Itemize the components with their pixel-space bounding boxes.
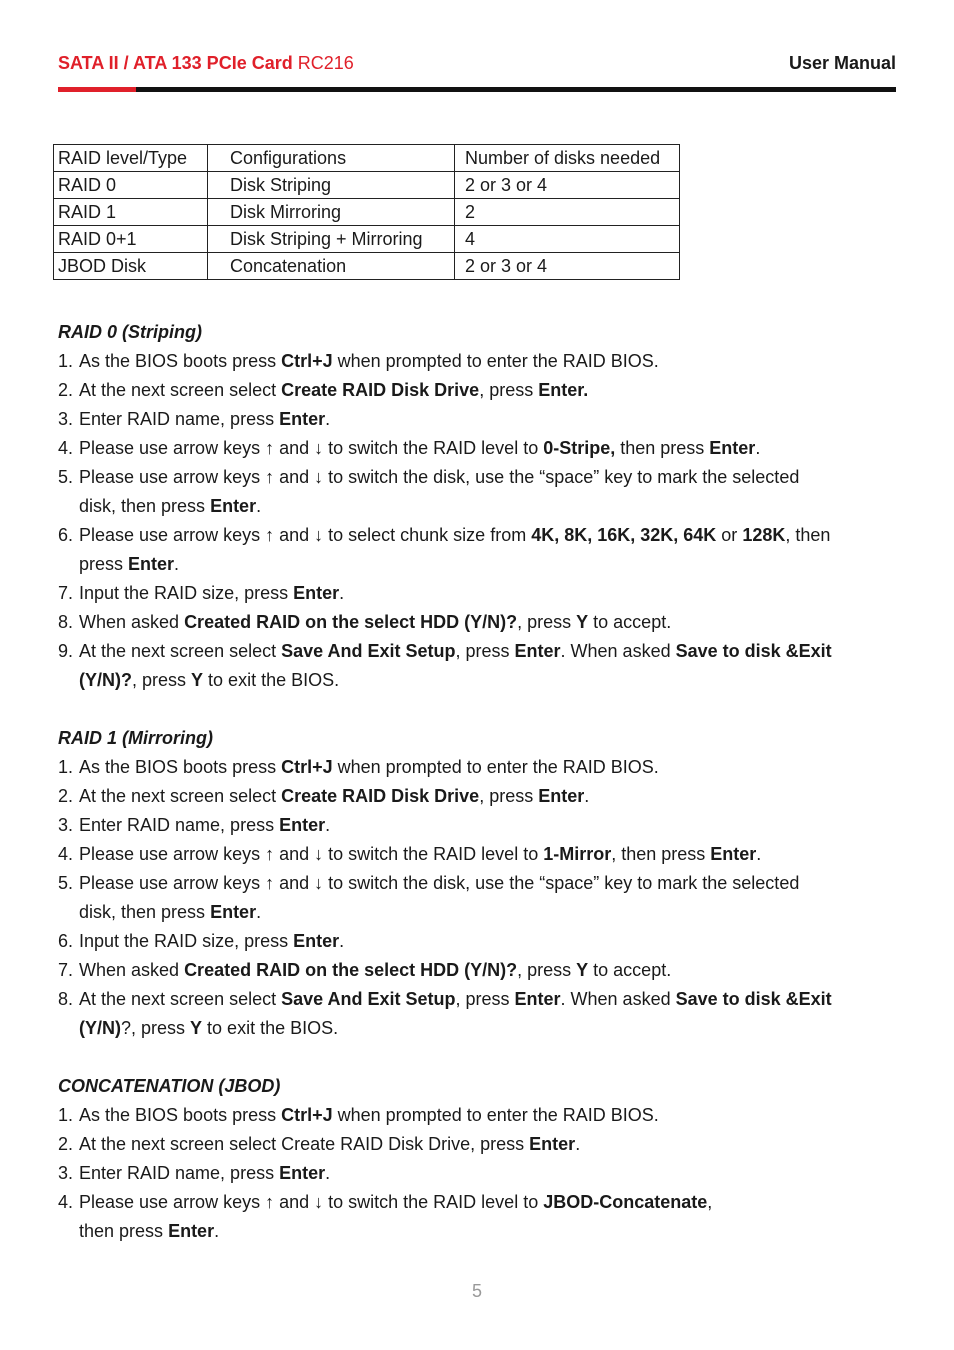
section-spacer: [58, 1043, 898, 1072]
text: ,: [707, 1192, 713, 1212]
bold-text: (Y/N): [79, 1018, 121, 1038]
model-number: RC216: [297, 53, 354, 73]
text: As the BIOS boots press: [79, 351, 282, 371]
bold-text: Enter: [293, 931, 340, 951]
step-number: 9.: [58, 641, 74, 661]
header-rule: [58, 87, 896, 92]
list-item: [58, 1130, 898, 1159]
step-line: [79, 608, 898, 637]
step-number: 7.: [58, 583, 74, 603]
text: or: [716, 525, 743, 545]
step-line: [79, 811, 898, 840]
step-number: 3.: [58, 409, 74, 429]
step-line: [79, 898, 898, 927]
step-number: 1.: [58, 1105, 74, 1125]
bold-text: Ctrl+J: [281, 757, 333, 777]
step-line: [79, 1130, 898, 1159]
text: At the next screen select: [79, 989, 282, 1009]
text: , then press: [611, 844, 711, 864]
step-line: [79, 521, 898, 550]
text: , press: [479, 786, 539, 806]
bold-text: Y: [576, 612, 589, 632]
step-number: 6.: [58, 931, 74, 951]
step-number: 4.: [58, 844, 74, 864]
step-line: [79, 1217, 898, 1246]
list-item: [58, 608, 898, 637]
text: At the next screen select Create RAID Disk Drive, press: [79, 1134, 530, 1154]
step-number: 4.: [58, 1192, 74, 1212]
text: At the next screen select: [79, 641, 282, 661]
bold-text: Enter: [128, 554, 175, 574]
list-item: [58, 347, 898, 376]
bold-text: 4K, 8K, 16K, 32K, 64K: [531, 525, 717, 545]
bold-text: Created RAID on the select HDD (Y/N)?: [184, 612, 518, 632]
table-row: [54, 172, 680, 199]
text: . When asked: [560, 989, 676, 1009]
step-line: [79, 753, 898, 782]
table-cell: RAID 0+1: [54, 226, 208, 253]
bold-text: Enter.: [538, 380, 589, 400]
bold-text: Y: [190, 1018, 203, 1038]
table-cell: Disk Mirroring: [208, 199, 455, 226]
step-number: 7.: [58, 960, 74, 980]
step-line: [79, 1188, 898, 1217]
table-cell: Disk Striping + Mirroring: [208, 226, 455, 253]
list-item: [58, 985, 898, 1043]
bold-text: 0-Stripe,: [543, 438, 616, 458]
section-spacer: [58, 695, 898, 724]
text: Please use arrow keys ↑ and ↓ to switch the RAID level to: [79, 438, 544, 458]
raid-levels-table: [53, 144, 680, 280]
text: ?, press: [121, 1018, 191, 1038]
text: Please use arrow keys ↑ and ↓ to switch the disk, use the “space” key to mark the selected: [79, 467, 800, 487]
section-title: RAID 1 (Mirroring): [58, 728, 213, 748]
list-item: [58, 1188, 898, 1246]
bold-text: JBOD-Concatenate: [543, 1192, 708, 1212]
step-line: [79, 666, 898, 695]
list-item: [58, 1101, 898, 1130]
bold-text: Ctrl+J: [281, 1105, 333, 1125]
list-item: [58, 927, 898, 956]
step-number: 1.: [58, 351, 74, 371]
text: .: [756, 844, 762, 864]
table-header-cell: Configurations: [208, 145, 455, 172]
text: , press: [455, 641, 515, 661]
table-cell: 2: [455, 199, 680, 226]
step-number: 2.: [58, 1134, 74, 1154]
bold-text: Create RAID Disk Drive: [281, 786, 480, 806]
page-number: 5: [471, 1281, 482, 1301]
bold-text: Save to disk &Exit: [675, 641, 832, 661]
text: disk, then press: [79, 902, 211, 922]
bold-text: Ctrl+J: [281, 351, 333, 371]
step-line: [79, 637, 898, 666]
text: .: [214, 1221, 220, 1241]
bold-text: Enter: [279, 409, 326, 429]
table-header-row: [54, 145, 680, 172]
bold-text: Created RAID on the select HDD (Y/N)?: [184, 960, 518, 980]
text: Enter RAID name, press: [79, 1163, 280, 1183]
bold-text: Y: [191, 670, 204, 690]
header-rule-accent: [58, 87, 136, 92]
text: when prompted to enter the RAID BIOS.: [332, 351, 659, 371]
step-line: [79, 927, 898, 956]
step-number: 8.: [58, 989, 74, 1009]
text: When asked: [79, 612, 185, 632]
bold-text: Enter: [210, 496, 257, 516]
step-number: 1.: [58, 757, 74, 777]
bold-text: Enter: [710, 844, 757, 864]
step-number: 5.: [58, 467, 74, 487]
list-item: [58, 521, 898, 579]
step-line: [79, 869, 898, 898]
text: .: [339, 931, 345, 951]
bold-text: Enter: [709, 438, 756, 458]
step-line: [79, 434, 898, 463]
text: Please use arrow keys ↑ and ↓ to switch the disk, use the “space” key to mark the selected: [79, 873, 800, 893]
step-line: [79, 1159, 898, 1188]
bold-text: Y: [576, 960, 589, 980]
table-cell: 2 or 3 or 4: [455, 172, 680, 199]
text: When asked: [79, 960, 185, 980]
text: .: [256, 496, 262, 516]
step-number: 8.: [58, 612, 74, 632]
text: disk, then press: [79, 496, 211, 516]
list-item: [58, 434, 898, 463]
text: At the next screen select: [79, 380, 282, 400]
table-cell: 4: [455, 226, 680, 253]
text: when prompted to enter the RAID BIOS.: [332, 757, 659, 777]
table-row: [54, 199, 680, 226]
table-cell: RAID 1: [54, 199, 208, 226]
table-row: [54, 226, 680, 253]
table-cell: JBOD Disk: [54, 253, 208, 280]
step-line: [79, 840, 898, 869]
step-line: [79, 550, 898, 579]
product-name: SATA II / ATA 133 PCIe Card: [58, 53, 293, 73]
table-cell: Concatenation: [208, 253, 455, 280]
text: , press: [479, 380, 539, 400]
manual-label: User Manual: [788, 53, 896, 73]
table-header-cell: RAID level/Type: [54, 145, 208, 172]
table-cell: RAID 0: [54, 172, 208, 199]
bold-text: Create RAID Disk Drive: [281, 380, 480, 400]
text: Input the RAID size, press: [79, 931, 294, 951]
step-line: [79, 376, 898, 405]
document-header-title: [58, 53, 354, 74]
text: . When asked: [560, 641, 676, 661]
text: Please use arrow keys ↑ and ↓ to select chunk size from: [79, 525, 532, 545]
text: to exit the BIOS.: [203, 670, 340, 690]
list-item: [58, 782, 898, 811]
step-line: [79, 956, 898, 985]
list-item: [58, 579, 898, 608]
bold-text: Save to disk &Exit: [675, 989, 832, 1009]
text: , press: [517, 612, 577, 632]
text: As the BIOS boots press: [79, 757, 282, 777]
step-line: [79, 985, 898, 1014]
step-number: 4.: [58, 438, 74, 458]
text: to exit the BIOS.: [202, 1018, 339, 1038]
bold-text: 1-Mirror: [543, 844, 612, 864]
bold-text: Save And Exit Setup: [281, 989, 456, 1009]
section-title: CONCATENATION (JBOD): [58, 1076, 281, 1096]
list-item: [58, 869, 898, 927]
list-item: [58, 405, 898, 434]
bold-text: Enter: [529, 1134, 576, 1154]
text: , then: [785, 525, 831, 545]
step-number: 6.: [58, 525, 74, 545]
bold-text: Save And Exit Setup: [281, 641, 456, 661]
text: , press: [455, 989, 515, 1009]
table-header-cell: Number of disks needed: [455, 145, 680, 172]
text: Please use arrow keys ↑ and ↓ to switch the RAID level to: [79, 1192, 544, 1212]
bold-text: Enter: [538, 786, 585, 806]
text: Please use arrow keys ↑ and ↓ to switch the RAID level to: [79, 844, 544, 864]
step-line: [79, 1014, 898, 1043]
table-cell: Disk Striping: [208, 172, 455, 199]
text: .: [584, 786, 590, 806]
bold-text: Enter: [279, 1163, 326, 1183]
text: , press: [517, 960, 577, 980]
text: .: [325, 815, 331, 835]
step-line: [79, 1101, 898, 1130]
step-number: 3.: [58, 1163, 74, 1183]
step-line: [79, 347, 898, 376]
text: Input the RAID size, press: [79, 583, 294, 603]
text: to accept.: [588, 612, 672, 632]
text: Enter RAID name, press: [79, 409, 280, 429]
text: .: [339, 583, 345, 603]
list-item: [58, 840, 898, 869]
step-line: [79, 463, 898, 492]
bold-text: (Y/N)?: [79, 670, 132, 690]
text: As the BIOS boots press: [79, 1105, 282, 1125]
text: At the next screen select: [79, 786, 282, 806]
step-line: [79, 579, 898, 608]
text: .: [325, 1163, 331, 1183]
step-number: 5.: [58, 873, 74, 893]
list-item: [58, 956, 898, 985]
instructions: [58, 318, 898, 1246]
step-number: 2.: [58, 380, 74, 400]
table-cell: 2 or 3 or 4: [455, 253, 680, 280]
bold-text: Enter: [514, 989, 561, 1009]
text: .: [256, 902, 262, 922]
text: .: [755, 438, 761, 458]
text: .: [575, 1134, 581, 1154]
text: to accept.: [588, 960, 672, 980]
step-number: 2.: [58, 786, 74, 806]
step-number: 3.: [58, 815, 74, 835]
bold-text: Enter: [279, 815, 326, 835]
step-line: [79, 492, 898, 521]
text: .: [325, 409, 331, 429]
list-item: [58, 463, 898, 521]
step-line: [79, 782, 898, 811]
bold-text: Enter: [293, 583, 340, 603]
bold-text: Enter: [168, 1221, 215, 1241]
table-row: [54, 253, 680, 280]
text: Enter RAID name, press: [79, 815, 280, 835]
text: press: [79, 554, 129, 574]
text: then press: [79, 1221, 169, 1241]
text: when prompted to enter the RAID BIOS.: [332, 1105, 659, 1125]
list-item: [58, 637, 898, 695]
list-item: [58, 1159, 898, 1188]
bold-text: Enter: [514, 641, 561, 661]
step-line: [79, 405, 898, 434]
list-item: [58, 376, 898, 405]
section-title: RAID 0 (Striping): [58, 322, 202, 342]
text: .: [174, 554, 180, 574]
text: then press: [615, 438, 710, 458]
text: , press: [132, 670, 192, 690]
bold-text: Enter: [210, 902, 257, 922]
list-item: [58, 811, 898, 840]
list-item: [58, 753, 898, 782]
bold-text: 128K: [742, 525, 786, 545]
